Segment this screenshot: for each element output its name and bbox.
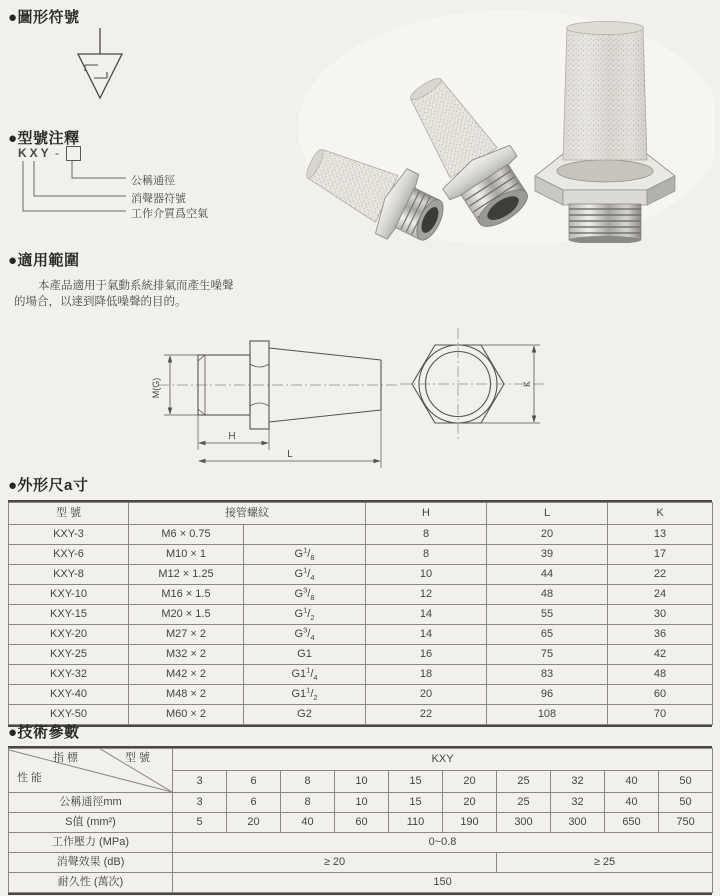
- pneumatic-silencer-symbol: [58, 28, 142, 108]
- dims-cell-h: 16: [366, 645, 487, 665]
- params-size-cell: 40: [605, 771, 659, 793]
- dims-cell-k: 48: [608, 665, 713, 685]
- dims-cell-g: $G1^1/_2$: [244, 685, 366, 705]
- dims-cell-model: KXY-32: [9, 665, 129, 685]
- dims-cell-g: [244, 525, 366, 545]
- params-cell: 750: [659, 813, 713, 833]
- dims-cell-g: G2: [244, 705, 366, 725]
- dims-cell-k: 60: [608, 685, 713, 705]
- dims-cell-h: 12: [366, 585, 487, 605]
- dims-cell-model: KXY-10: [9, 585, 129, 605]
- section-title-graphic-symbol: ●圖形符號: [8, 9, 80, 26]
- dims-cell-model: KXY-25: [9, 645, 129, 665]
- params-table-row: [9, 833, 713, 853]
- params-cell: 110: [389, 813, 443, 833]
- outline-drawing-side-view: [151, 341, 398, 468]
- section-title-model-notation: ●型號注釋: [8, 130, 80, 147]
- params-cell: 8: [281, 793, 335, 813]
- dim-label-l: L: [287, 449, 293, 460]
- params-cell: 650: [605, 813, 659, 833]
- dims-header-row: [9, 503, 713, 525]
- dims-cell-h: 18: [366, 665, 487, 685]
- params-size-cell: 25: [497, 771, 551, 793]
- dims-cell-metric: M27 × 2: [129, 625, 244, 645]
- dims-table-row: [9, 525, 713, 545]
- dims-header-l: L: [487, 503, 608, 525]
- parameters-table: [8, 746, 712, 895]
- dims-header-thread: 接管螺紋: [129, 503, 366, 525]
- product-photo-silencers: [295, 8, 715, 243]
- params-row-label: 消聲效果 (dB): [9, 853, 173, 873]
- dims-cell-model: KXY-20: [9, 625, 129, 645]
- params-cell: 40: [281, 813, 335, 833]
- params-cell: 10: [335, 793, 389, 813]
- dims-table-row: [9, 565, 713, 585]
- params-cell: 15: [389, 793, 443, 813]
- dims-cell-k: 17: [608, 545, 713, 565]
- dims-cell-h: 22: [366, 705, 487, 725]
- params-cell: 6: [227, 793, 281, 813]
- model-code-size-box: [66, 146, 81, 161]
- dims-table-row: [9, 685, 713, 705]
- params-table-row: [9, 853, 713, 873]
- dim-label-mg: M(G): [151, 377, 161, 399]
- dims-cell-h: 10: [366, 565, 487, 585]
- dims-cell-k: 30: [608, 605, 713, 625]
- outline-drawing-hex-view: [400, 328, 545, 440]
- params-size-cell: 32: [551, 771, 605, 793]
- dims-cell-g: $G^1/_4$: [244, 565, 366, 585]
- model-label-bore: 公稱通徑: [131, 175, 175, 187]
- dims-cell-h: 20: [366, 685, 487, 705]
- params-size-cell: 3: [173, 771, 227, 793]
- dims-cell-metric: M60 × 2: [129, 705, 244, 725]
- dimensions-table: [8, 500, 712, 727]
- dims-cell-metric: M6 × 0.75: [129, 525, 244, 545]
- dims-cell-h: 14: [366, 625, 487, 645]
- params-row-label: S值 (mm²): [9, 813, 173, 833]
- params-cell: 3: [173, 793, 227, 813]
- params-cell: ≥ 25: [497, 853, 713, 873]
- params-cell: 300: [497, 813, 551, 833]
- dims-cell-metric: M42 × 2: [129, 665, 244, 685]
- params-size-cell: 20: [443, 771, 497, 793]
- dims-cell-l: 55: [487, 605, 608, 625]
- dims-header-k: K: [608, 503, 713, 525]
- dims-cell-metric: M12 × 1.25: [129, 565, 244, 585]
- dims-cell-metric: M10 × 1: [129, 545, 244, 565]
- application-text-line2: 的場合，以達到降低噪聲的目的。: [14, 296, 187, 308]
- dims-cell-k: 70: [608, 705, 713, 725]
- dims-cell-model: KXY-15: [9, 605, 129, 625]
- dims-cell-l: 65: [487, 625, 608, 645]
- dims-header-h: H: [366, 503, 487, 525]
- dims-cell-g: $G^1/_2$: [244, 605, 366, 625]
- params-size-cell: 6: [227, 771, 281, 793]
- dims-table-row: [9, 645, 713, 665]
- outline-drawing: [150, 328, 570, 478]
- model-code-connector-lines: [18, 161, 130, 219]
- dims-cell-metric: M32 × 2: [129, 645, 244, 665]
- dims-cell-g: $G1^1/_4$: [244, 665, 366, 685]
- section-title-parameters: ●技術參數: [8, 724, 80, 741]
- model-code-prefix: KXY: [18, 146, 52, 160]
- dims-cell-metric: M48 × 2: [129, 685, 244, 705]
- dims-cell-model: KXY-50: [9, 705, 129, 725]
- section-title-application: ●適用範圍: [8, 252, 80, 269]
- dims-cell-h: 8: [366, 545, 487, 565]
- model-label-silencer-symbol: 消聲器符號: [131, 193, 186, 205]
- dims-cell-g: $G^3/_4$: [244, 625, 366, 645]
- params-size-cell: 8: [281, 771, 335, 793]
- params-cell: 150: [173, 873, 713, 893]
- dims-table-row: [9, 705, 713, 725]
- dims-cell-k: 42: [608, 645, 713, 665]
- application-text: [14, 278, 254, 310]
- section-title-dimensions: ●外形尺a寸: [8, 477, 89, 494]
- params-cell: 20: [443, 793, 497, 813]
- params-cell: 50: [659, 793, 713, 813]
- dims-cell-l: 83: [487, 665, 608, 685]
- dims-table-row: [9, 545, 713, 565]
- dims-cell-model: KXY-8: [9, 565, 129, 585]
- params-cell: 300: [551, 813, 605, 833]
- dims-cell-g: $G^1/_8$: [244, 545, 366, 565]
- dims-header-model: 型 號: [9, 503, 129, 525]
- params-cell: 32: [551, 793, 605, 813]
- dims-cell-l: 96: [487, 685, 608, 705]
- dims-cell-k: 24: [608, 585, 713, 605]
- params-cell: 60: [335, 813, 389, 833]
- dims-cell-model: KXY-3: [9, 525, 129, 545]
- dim-label-h: H: [228, 431, 236, 442]
- dims-cell-l: 108: [487, 705, 608, 725]
- dims-table-row: [9, 665, 713, 685]
- dims-cell-metric: M16 × 1.5: [129, 585, 244, 605]
- dims-cell-g: G1: [244, 645, 366, 665]
- dims-table-row: [9, 605, 713, 625]
- dims-cell-model: KXY-40: [9, 685, 129, 705]
- params-row-label: 公稱通徑mm: [9, 793, 173, 813]
- params-table-row: [9, 873, 713, 893]
- dims-cell-h: 14: [366, 605, 487, 625]
- params-cell: 25: [497, 793, 551, 813]
- dims-cell-k: 22: [608, 565, 713, 585]
- params-size-cell: 10: [335, 771, 389, 793]
- dims-cell-g: $G^3/_8$: [244, 585, 366, 605]
- dims-cell-l: 39: [487, 545, 608, 565]
- params-cell: ≥ 20: [173, 853, 497, 873]
- corner-label-model: 型 號: [125, 752, 151, 764]
- dims-cell-l: 75: [487, 645, 608, 665]
- dims-cell-model: KXY-6: [9, 545, 129, 565]
- params-cell: 20: [227, 813, 281, 833]
- params-cell: 5: [173, 813, 227, 833]
- params-table-row: [9, 793, 713, 813]
- params-cell: 0~0.8: [173, 833, 713, 853]
- params-row-label: 工作壓力 (MPa): [9, 833, 173, 853]
- dims-cell-metric: M20 × 1.5: [129, 605, 244, 625]
- params-size-cell: 15: [389, 771, 443, 793]
- dims-cell-k: 13: [608, 525, 713, 545]
- dims-table-row: [9, 585, 713, 605]
- params-table-row: [9, 813, 713, 833]
- model-label-medium: 工作介質爲空氣: [131, 208, 208, 220]
- model-code-separator: -: [55, 146, 59, 160]
- dims-cell-h: 8: [366, 525, 487, 545]
- dims-cell-l: 20: [487, 525, 608, 545]
- dims-table-row: [9, 625, 713, 645]
- corner-label-performance: 性 能: [17, 772, 43, 784]
- corner-label-indicator: 指 標: [53, 752, 79, 764]
- params-cell: 190: [443, 813, 497, 833]
- dims-cell-k: 36: [608, 625, 713, 645]
- dims-cell-l: 48: [487, 585, 608, 605]
- params-series-cell: KXY: [173, 749, 713, 771]
- params-cell: 40: [605, 793, 659, 813]
- params-size-cell: 50: [659, 771, 713, 793]
- dim-label-k: K: [522, 380, 532, 388]
- dims-cell-l: 44: [487, 565, 608, 585]
- application-text-line1: 本產品適用于氣動系統排氣而產生噪聲: [38, 280, 234, 292]
- params-row-label: 耐久性 (萬次): [9, 873, 173, 893]
- params-corner-cell: [9, 749, 173, 793]
- params-header-row1: [9, 749, 713, 771]
